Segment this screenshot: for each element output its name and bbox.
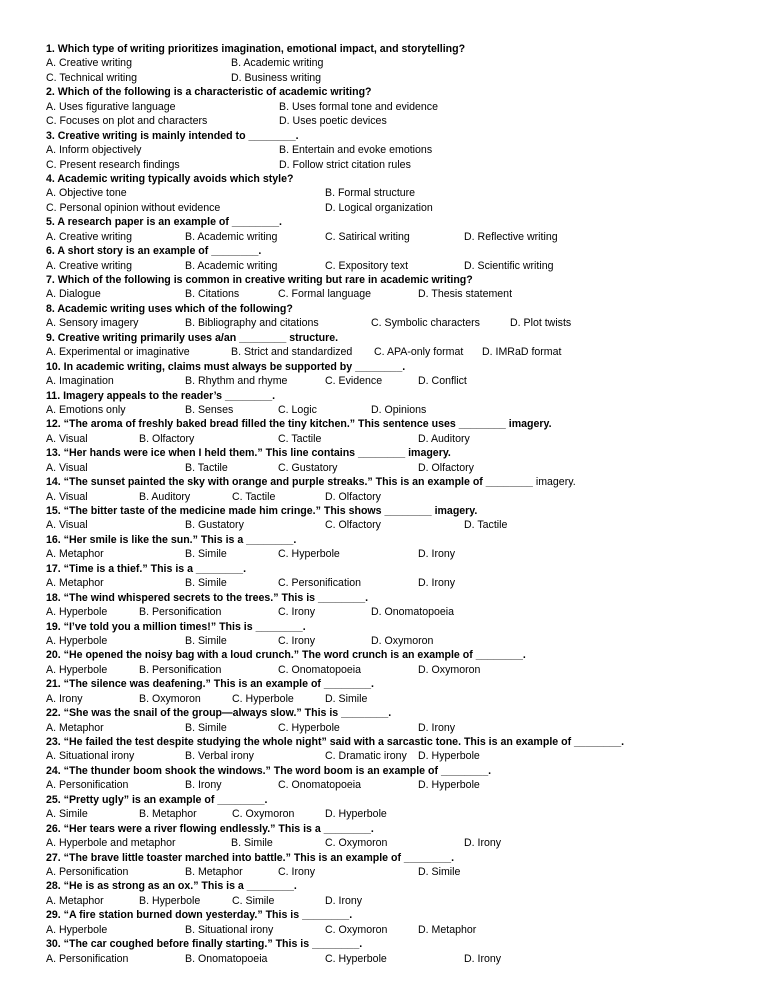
answer-options-row: [46, 692, 746, 706]
answer-option: B. Irony: [185, 779, 222, 792]
answer-option: C. Hyperbole: [232, 692, 294, 705]
question-text: 8. Academic writing uses which of the following?: [46, 302, 293, 315]
answer-option: B. Simile: [185, 721, 227, 734]
question-26: [46, 822, 746, 836]
answer-option: A. Hyperbole: [46, 606, 108, 619]
answer-option: C. Tactile: [232, 490, 276, 503]
answer-option: D. Opinions: [371, 403, 427, 416]
answer-option: D. Hyperbole: [418, 750, 480, 763]
answer-option: B. Rhythm and rhyme: [185, 375, 288, 388]
answer-option: A. Visual: [46, 432, 88, 445]
answer-options-row: [46, 100, 746, 114]
answer-option: D. Thesis statement: [418, 288, 513, 301]
question-14: [46, 475, 746, 489]
question-19: [46, 620, 746, 634]
question-text: 12. “The aroma of freshly baked bread filled the tiny kitchen.” This sentence uses ________ imagery.: [46, 418, 552, 431]
answer-option: D. Uses poetic devices: [279, 115, 387, 128]
question-13: [46, 446, 746, 460]
answer-option: A. Emotions only: [46, 403, 126, 416]
question-text: 26. “Her tears were a river flowing endlessly.” This is a ________.: [46, 822, 374, 835]
answer-option: A. Sensory imagery: [46, 317, 139, 330]
answer-options-row: [46, 923, 746, 937]
answer-options-row: [46, 634, 746, 648]
answer-options-row: [46, 158, 746, 172]
answer-option: B. Citations: [185, 288, 240, 301]
question-24: [46, 764, 746, 778]
answer-option: A. Creative writing: [46, 57, 132, 70]
answer-option: D. Irony: [464, 837, 502, 850]
answer-option: C. Hyperbole: [278, 548, 340, 561]
answer-option: C. Onomatopoeia: [278, 779, 362, 792]
question-6: [46, 244, 746, 258]
answer-option: C. Oxymoron: [325, 923, 388, 936]
answer-options-row: [46, 547, 746, 561]
answer-options-row: [46, 721, 746, 735]
answer-option: B. Academic writing: [185, 230, 278, 243]
answer-option: C. Oxymoron: [232, 808, 295, 821]
answer-option: B. Simile: [185, 577, 227, 590]
answer-option: B. Simile: [185, 548, 227, 561]
question-16: [46, 533, 746, 547]
answer-options-row: [46, 287, 746, 301]
answer-option: B. Senses: [185, 403, 234, 416]
question-15: [46, 504, 746, 518]
question-text: 16. “Her smile is like the sun.” This is a ________.: [46, 533, 297, 546]
answer-options-row: [46, 230, 746, 244]
answer-options-row: [46, 865, 746, 879]
answer-option: A. Experimental or imaginative: [46, 346, 190, 359]
answer-options-row: [46, 432, 746, 446]
question-text: 4. Academic writing typically avoids which style?: [46, 172, 294, 185]
answer-option: B. Simile: [231, 837, 273, 850]
answer-options-row: [46, 259, 746, 273]
question-text: 20. “He opened the noisy bag with a loud crunch.” The word crunch is an example of ________.: [46, 649, 526, 662]
answer-option: A. Irony: [46, 692, 83, 705]
answer-option: D. Irony: [418, 577, 456, 590]
answer-options-row: [46, 201, 746, 215]
answer-option: B. Uses formal tone and evidence: [279, 100, 438, 113]
answer-option: A. Hyperbole: [46, 663, 108, 676]
answer-option: C. Irony: [278, 865, 316, 878]
question-text: 2. Which of the following is a characteristic of academic writing?: [46, 86, 372, 99]
answer-option: B. Auditory: [139, 490, 191, 503]
question-22: [46, 706, 746, 720]
answer-option: A. Simile: [46, 808, 88, 821]
answer-option: B. Situational irony: [185, 923, 274, 936]
question-text: 17. “Time is a thief.” This is a ________.: [46, 562, 247, 575]
answer-option: A. Visual: [46, 519, 88, 532]
quiz-document: [46, 42, 746, 966]
answer-option: D. Logical organization: [325, 201, 433, 214]
answer-option: A. Dialogue: [46, 288, 101, 301]
answer-option: C. APA-only format: [374, 346, 464, 359]
question-25: [46, 793, 746, 807]
answer-options-row: [46, 186, 746, 200]
question-text: 23. “He failed the test despite studying the whole night” said with a sarcastic tone. This is an example of ________.: [46, 736, 625, 748]
answer-option: C. Focuses on plot and characters: [46, 115, 208, 128]
answer-options-row: [46, 345, 746, 359]
answer-option: C. Olfactory: [325, 519, 381, 532]
answer-option: D. Auditory: [418, 432, 470, 445]
answer-option: B. Personification: [139, 663, 222, 676]
answer-option: D. Business writing: [231, 71, 322, 84]
answer-option: D. Conflict: [418, 375, 467, 388]
answer-option: D. Olfactory: [418, 461, 474, 474]
answer-option: B. Formal structure: [325, 187, 416, 200]
answer-options-row: [46, 403, 746, 417]
answer-option: C. Technical writing: [46, 71, 138, 84]
answer-option: C. Hyperbole: [278, 721, 340, 734]
answer-option: D. Hyperbole: [325, 808, 387, 821]
answer-option: B. Gustatory: [185, 519, 244, 532]
question-text: 25. “Pretty ugly” is an example of ________.: [46, 793, 268, 806]
answer-option: B. Academic writing: [185, 259, 278, 272]
answer-option: C. Simile: [232, 894, 275, 907]
answer-options-row: [46, 778, 746, 792]
answer-option: B. Metaphor: [185, 865, 243, 878]
answer-option: C. Evidence: [325, 375, 383, 388]
answer-option: C. Hyperbole: [325, 952, 387, 965]
answer-option: B. Entertain and evoke emotions: [279, 144, 433, 157]
question-text: 18. “The wind whispered secrets to the trees.” This is ________.: [46, 591, 369, 604]
answer-options-row: [46, 374, 746, 388]
answer-option: C. Dramatic irony: [325, 750, 407, 763]
question-text: 22. “She was the snail of the group—always slow.” This is ________.: [46, 707, 392, 720]
question-28: [46, 879, 746, 893]
answer-option: B. Verbal irony: [185, 750, 254, 763]
question-text: 30. “The car coughed before finally starting.” This is ________.: [46, 938, 363, 951]
answer-option: D. Irony: [325, 894, 363, 907]
answer-option: A. Hyperbole and metaphor: [46, 837, 176, 850]
question-text: 9. Creative writing primarily uses a/an ________ structure.: [46, 331, 339, 344]
question-text: 10. In academic writing, claims must always be supported by ________.: [46, 360, 406, 373]
answer-option: A. Creative writing: [46, 259, 132, 272]
answer-option: C. Symbolic characters: [371, 317, 480, 330]
question-text: 15. “The bitter taste of the medicine made him cringe.” This shows ________ imagery.: [46, 505, 478, 517]
answer-option: B. Simile: [185, 634, 227, 647]
answer-option: B. Tactile: [185, 461, 228, 474]
question-18: [46, 591, 746, 605]
question-17: [46, 562, 746, 576]
answer-option: A. Uses figurative language: [46, 100, 176, 113]
answer-option: A. Personification: [46, 779, 129, 792]
answer-option: D. Irony: [418, 721, 456, 734]
question-text: 27. “The brave little toaster marched into battle.” This is an example of ________.: [46, 851, 455, 864]
question-text: 29. “A fire station burned down yesterday.” This is ________.: [46, 909, 353, 922]
answer-option: D. Plot twists: [510, 317, 572, 330]
answer-option: A. Personification: [46, 952, 129, 965]
answer-option: D. Simile: [325, 692, 368, 705]
answer-option: B. Metaphor: [139, 808, 197, 821]
question-27: [46, 851, 746, 865]
question-8: [46, 302, 746, 316]
answer-option: A. Metaphor: [46, 577, 104, 590]
answer-option: D. Reflective writing: [464, 230, 558, 243]
answer-option: C. Onomatopoeia: [278, 663, 362, 676]
question-7: [46, 273, 746, 287]
answer-option: C. Formal language: [278, 288, 372, 301]
answer-options-row: [46, 836, 746, 850]
answer-options-row: [46, 56, 746, 70]
answer-option: A. Imagination: [46, 375, 114, 388]
answer-option: C. Expository text: [325, 259, 409, 272]
answer-options-row: [46, 143, 746, 157]
answer-option: C. Present research findings: [46, 158, 180, 171]
answer-option: D. Onomatopoeia: [371, 606, 455, 619]
answer-option: D. Hyperbole: [418, 779, 480, 792]
answer-option: D. Irony: [464, 952, 502, 965]
answer-option: B. Personification: [139, 606, 222, 619]
question-text: 24. “The thunder boom shook the windows.” The word boom is an example of ________.: [46, 764, 492, 777]
question-text: 21. “The silence was deafening.” This is an example of ________.: [46, 678, 374, 691]
answer-option: A. Visual: [46, 490, 88, 503]
answer-option: A. Metaphor: [46, 721, 104, 734]
question-text: 19. “I’ve told you a million times!” This is ________.: [46, 620, 306, 633]
answer-option: C. Satirical writing: [325, 230, 410, 243]
question-1: [46, 42, 746, 56]
question-text: 13. “Her hands were ice when I held them.” This line contains ________ imagery.: [46, 447, 451, 460]
question-23: [46, 735, 746, 749]
answer-options-row: [46, 952, 746, 966]
answer-options-row: [46, 316, 746, 330]
answer-option: C. Personification: [278, 577, 362, 590]
answer-options-row: [46, 894, 746, 908]
answer-option: C. Personal opinion without evidence: [46, 201, 221, 214]
question-text: 5. A research paper is an example of ________.: [46, 216, 282, 229]
answer-option: C. Gustatory: [278, 461, 338, 474]
answer-option: B. Oxymoron: [139, 692, 201, 705]
question-11: [46, 389, 746, 403]
answer-option: D. Oxymoron: [371, 634, 434, 647]
answer-option: C. Irony: [278, 606, 316, 619]
question-5: [46, 215, 746, 229]
answer-option: C. Logic: [278, 403, 317, 416]
answer-option: D. Scientific writing: [464, 259, 554, 272]
answer-option: A. Metaphor: [46, 894, 104, 907]
answer-option: A. Metaphor: [46, 548, 104, 561]
question-9: [46, 331, 746, 345]
answer-options-row: [46, 490, 746, 504]
answer-options-row: [46, 518, 746, 532]
question-20: [46, 648, 746, 662]
answer-options-row: [46, 114, 746, 128]
answer-option: A. Objective tone: [46, 187, 127, 200]
answer-option: D. Metaphor: [418, 923, 477, 936]
question-text: 1. Which type of writing prioritizes imagination, emotional impact, and storytelling?: [46, 43, 466, 55]
answer-option: B. Olfactory: [139, 432, 195, 445]
answer-options-row: [46, 71, 746, 85]
answer-option: B. Hyperbole: [139, 894, 201, 907]
question-10: [46, 360, 746, 374]
answer-option: C. Irony: [278, 634, 316, 647]
answer-options-row: [46, 605, 746, 619]
question-text: 3. Creative writing is mainly intended to ________.: [46, 129, 299, 142]
question-4: [46, 172, 746, 186]
answer-option: A. Hyperbole: [46, 923, 108, 936]
answer-option: A. Hyperbole: [46, 634, 108, 647]
answer-options-row: [46, 663, 746, 677]
question-3: [46, 129, 746, 143]
answer-option: C. Oxymoron: [325, 837, 388, 850]
answer-option: A. Inform objectively: [46, 144, 142, 157]
question-2: [46, 85, 746, 99]
answer-option: B. Strict and standardized: [231, 346, 353, 359]
answer-option: A. Creative writing: [46, 230, 132, 243]
question-12: [46, 417, 746, 431]
question-text: 28. “He is as strong as an ox.” This is a ________.: [46, 880, 297, 893]
answer-option: D. Follow strict citation rules: [279, 158, 411, 171]
answer-option: A. Visual: [46, 461, 88, 474]
question-text: 7. Which of the following is common in creative writing but rare in academic writing?: [46, 274, 473, 286]
question-21: [46, 677, 746, 691]
answer-option: A. Situational irony: [46, 750, 135, 763]
answer-option: D. IMRaD format: [482, 346, 562, 359]
answer-option: D. Oxymoron: [418, 663, 481, 676]
answer-option: D. Irony: [418, 548, 456, 561]
answer-option: A. Personification: [46, 865, 129, 878]
question-text: 14. “The sunset painted the sky with orange and purple streaks.” This is an example of ________: [46, 476, 533, 489]
answer-option: D. Olfactory: [325, 490, 381, 503]
question-text: 6. A short story is an example of ________.: [46, 245, 262, 258]
answer-option: D. Simile: [418, 865, 461, 878]
answer-options-row: [46, 749, 746, 763]
question-text: 11. Imagery appeals to the reader’s ________.: [46, 389, 276, 402]
answer-option: B. Academic writing: [231, 57, 324, 70]
answer-option: D. Tactile: [464, 519, 508, 532]
answer-options-row: [46, 576, 746, 590]
answer-option: B. Bibliography and citations: [185, 317, 319, 330]
answer-option: C. Tactile: [278, 432, 322, 445]
question-29: [46, 908, 746, 922]
answer-option: B. Onomatopoeia: [185, 952, 268, 965]
answer-options-row: [46, 461, 746, 475]
question-30: [46, 937, 746, 951]
question-text-tail: imagery.: [532, 476, 576, 489]
answer-options-row: [46, 807, 746, 821]
